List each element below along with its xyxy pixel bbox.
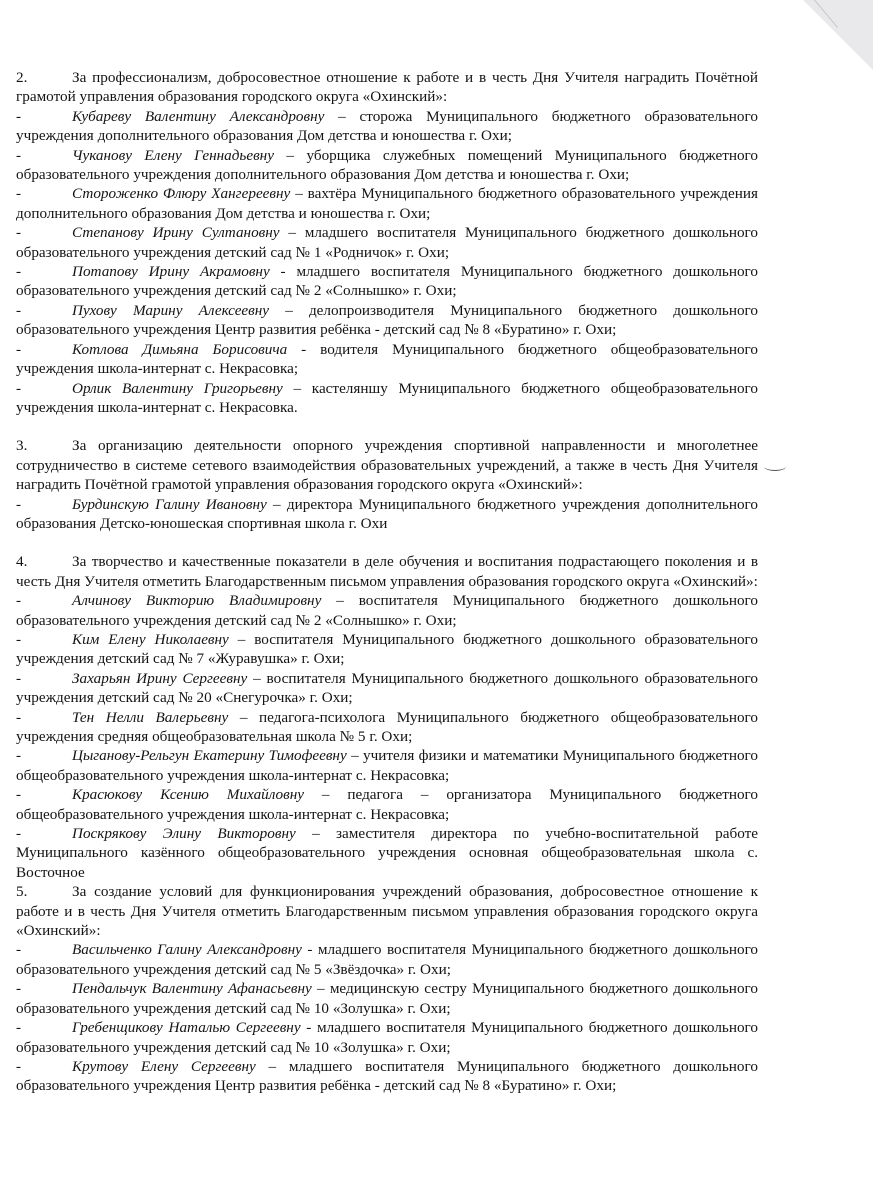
- section-intro: За творчество и качественные показатели в деле обучения и воспитания подрастающего поколения и в честь Дня Учителя отметить Благодарственным письмом управления образования городского округа «Охинский»:: [16, 553, 758, 590]
- person-name: Гребенщикову Наталью Сергеевну: [72, 1019, 301, 1037]
- list-item: - Пендальчук Валентину Афанасьевну – медицинскую сестру Муниципального бюджетного дошкольного образовательного учреждения детский сад № 10 «Золушка» г. Охи;: [16, 980, 758, 1017]
- person-name: Бурдинскую Галину Ивановну: [72, 495, 267, 513]
- person-desc: – педагога – организатора Муниципального бюджетного общеобразовательного учреждения школа-интернат с. Некрасовка;: [16, 786, 758, 823]
- person-name: Пендальчук Валентину Афанасьевну: [72, 980, 312, 998]
- list-item: - Алчинову Викторию Владимировну – воспитателя Муниципального бюджетного дошкольного образовательного учреждения детский сад № 2 «Солнышко» г. Охи;: [16, 592, 759, 629]
- list-item: - Поскрякову Элину Викторовну – заместителя директора по учебно-воспитательной работе Муниципального казённого общеобразовательного учреждения основная общеобразовательная школа с. Восточное: [16, 825, 759, 881]
- person-desc: – учителя физики и математики Муниципального бюджетного общеобразовательного учреждения школа-интернат с. Некрасовка;: [16, 747, 758, 784]
- list-item: - Степанову Ирину Султановну – младшего воспитателя Муниципального бюджетного дошкольного образовательного учреждения детский сад № 1 «Родничок» г. Охи;: [16, 224, 758, 261]
- section-3: [16, 436, 758, 533]
- list-item: - Цыганову-Рельгун Екатерину Тимофеевну – учителя физики и математики Муниципального бюджетного общеобразовательного учреждения школа-интернат с. Некрасовка;: [16, 747, 758, 784]
- person-desc: – педагога-психолога Муниципального бюджетного общеобразовательного учреждения средняя общеобразовательная школа № 5 г. Охи;: [16, 708, 758, 745]
- list-item: - Стороженко Флюру Хангереевну – вахтёра Муниципального бюджетного образовательного учреждения дополнительного образования Дом детства и юношества г. Охи;: [16, 185, 758, 222]
- section-5: [16, 882, 758, 1095]
- person-desc: – младшего воспитателя Муниципального бюджетного дошкольного образовательного учреждения Центр развития ребёнка - детский сад № 8 «Буратино» г. Охи;: [16, 1057, 758, 1095]
- person-desc: – уборщика служебных помещений Муниципального бюджетного образовательного учреждения дополнительного образования Дом детства и юношества г. Охи;: [16, 146, 759, 184]
- person-name: Крутову Елену Сергеевну: [72, 1057, 256, 1075]
- section-4: [16, 552, 758, 882]
- person-desc: – младшего воспитателя Муниципального бюджетного дошкольного образовательного учреждения детский сад № 1 «Родничок» г. Охи;: [16, 224, 758, 261]
- pen-mark: [764, 462, 786, 471]
- person-name: Тен Нелли Валерьевну: [72, 708, 229, 726]
- person-name: Поскрякову Элину Викторовну: [72, 825, 296, 843]
- person-name: Захарьян Ирину Сергеевну: [72, 669, 248, 687]
- person-desc: - младшего воспитателя Муниципального бюджетного дошкольного образовательного учреждения детский сад № 2 «Солнышко» г. Охи;: [16, 263, 758, 300]
- person-name: Орлик Валентину Григорьевну: [72, 379, 283, 397]
- section-intro: За создание условий для функционирования учреждений образования, добросовестное отношение к работе и в честь Дня Учителя отметить Благодарственным письмом управления образования городского округа «Охинский»:: [16, 883, 758, 940]
- person-desc: – воспитателя Муниципального бюджетного дошкольного образовательного учреждения детский сад № 20 «Снегурочка» г. Охи;: [16, 669, 759, 707]
- person-desc: – кастеляншу Муниципального бюджетного общеобразовательного учреждения школа-интернат с. Некрасовка.: [16, 379, 758, 416]
- section-number: 5.: [16, 883, 28, 901]
- list-item: - Ким Елену Николаевну – воспитателя Муниципального бюджетного дошкольного образовательного учреждения детский сад № 7 «Журавушка» г. Охи;: [16, 630, 758, 668]
- person-desc: – заместителя директора по учебно-воспитательной работе Муниципального казённого общеобразовательного учреждения основная общеобразовательная школа с. Восточное: [16, 825, 759, 881]
- folded-corner: [803, 0, 873, 70]
- person-name: Алчинову Викторию Владимировну: [72, 592, 322, 610]
- section-intro: За профессионализм, добросовестное отношение к работе и в честь Дня Учителя наградить Почётной грамотой управления образования городского округа «Охинский»:: [16, 69, 758, 106]
- paragraph-gap: [16, 533, 758, 552]
- list-item: - Пухову Марину Алексеевну – делопроизводителя Муниципального бюджетного дошкольного образовательного учреждения Центр развития ребёнка - детский сад № 8 «Буратино» г. Охи;: [16, 301, 758, 339]
- person-name: Цыганову-Рельгун Екатерину Тимофеевну: [72, 747, 347, 765]
- person-desc: – сторожа Муниципального бюджетного образовательного учреждения дополнительного образования Дом детства и юношества г. Охи;: [16, 107, 758, 145]
- list-item: - Крутову Елену Сергеевну – младшего воспитателя Муниципального бюджетного дошкольного образовательного учреждения Центр развития ребёнка - детский сад № 8 «Буратино» г. Охи;: [16, 1057, 758, 1095]
- person-desc: – воспитателя Муниципального бюджетного дошкольного образовательного учреждения детский сад № 2 «Солнышко» г. Охи;: [16, 592, 759, 629]
- person-name: Котлова Димьяна Борисовича: [72, 340, 288, 358]
- person-desc: - младшего воспитателя Муниципального бюджетного дошкольного образовательного учреждения детский сад № 10 «Золушка» г. Охи;: [16, 1019, 758, 1056]
- section-2: [16, 68, 758, 417]
- section-intro: За организацию деятельности опорного учреждения спортивной направленности и многолетнее сотрудничество в системе сетевого взаимодействия образовательных учреждений, а также в честь Дня Учителя наградить Почётной грамотой управления образования городского округа «Охинский»:: [16, 437, 758, 494]
- list-item: - Потапову Ирину Акрамовну - младшего воспитателя Муниципального бюджетного дошкольного образовательного учреждения детский сад № 2 «Солнышко» г. Охи;: [16, 263, 758, 300]
- list-item: - Бурдинскую Галину Ивановну – директора Муниципального бюджетного учреждения дополнительного образования Детско-юношеская спортивная школа г. Охи: [16, 495, 758, 532]
- document-page: [16, 68, 758, 1096]
- person-desc: – директора Муниципального бюджетного учреждения дополнительного образования Детско-юношеская спортивная школа г. Охи: [16, 495, 758, 532]
- person-name: Пухову Марину Алексеевну: [72, 301, 270, 319]
- list-item: - Кубареву Валентину Александровну – сторожа Муниципального бюджетного образовательного учреждения дополнительного образования Дом детства и юношества г. Охи;: [16, 107, 758, 145]
- person-desc: – вахтёра Муниципального бюджетного образовательного учреждения дополнительного образования Дом детства и юношества г. Охи;: [16, 185, 758, 222]
- person-name: Стороженко Флюру Хангереевну: [72, 185, 291, 203]
- person-desc: – медицинскую сестру Муниципального бюджетного дошкольного образовательного учреждения детский сад № 10 «Золушка» г. Охи;: [16, 980, 758, 1017]
- section-number: 2.: [16, 69, 28, 86]
- list-item: - Чуканову Елену Геннадьевну – уборщика служебных помещений Муниципального бюджетного образовательного учреждения дополнительного образования Дом детства и юношества г. Охи;: [16, 146, 759, 184]
- person-name: Чуканову Елену Геннадьевну: [72, 146, 274, 164]
- person-name: Кубареву Валентину Александровну: [72, 107, 325, 125]
- list-item: - Красюкову Ксению Михайловну – педагога – организатора Муниципального бюджетного общеобразовательного учреждения школа-интернат с. Некрасовка;: [16, 786, 758, 823]
- person-name: Васильченко Галину Александровну: [72, 941, 302, 959]
- person-name: Степанову Ирину Султановну: [72, 224, 280, 242]
- person-name: Потапову Ирину Акрамовну: [72, 263, 270, 281]
- person-desc: – делопроизводителя Муниципального бюджетного дошкольного образовательного учреждения Центр развития ребёнка - детский сад № 8 «Буратино» г. Охи;: [16, 301, 758, 339]
- list-item: - Тен Нелли Валерьевну – педагога-психолога Муниципального бюджетного общеобразовательного учреждения средняя общеобразовательная школа № 5 г. Охи;: [16, 708, 758, 745]
- person-desc: – воспитателя Муниципального бюджетного дошкольного образовательного учреждения детский сад № 7 «Журавушка» г. Охи;: [16, 630, 758, 668]
- person-desc: - младшего воспитателя Муниципального бюджетного дошкольного образовательного учреждения детский сад № 5 «Звёздочка» г. Охи;: [16, 941, 759, 978]
- person-name: Красюкову Ксению Михайловну: [72, 786, 305, 804]
- list-item: - Котлова Димьяна Борисовича - водителя Муниципального бюджетного общеобразовательного учреждения школа-интернат с. Некрасовка;: [16, 340, 758, 378]
- list-item: - Васильченко Галину Александровну - младшего воспитателя Муниципального бюджетного дошкольного образовательного учреждения детский сад № 5 «Звёздочка» г. Охи;: [16, 941, 759, 978]
- section-number: 4.: [16, 553, 28, 571]
- person-name: Ким Елену Николаевну: [72, 630, 229, 648]
- list-item: - Захарьян Ирину Сергеевну – воспитателя Муниципального бюджетного дошкольного образовательного учреждения детский сад № 20 «Снегурочка» г. Охи;: [16, 669, 759, 707]
- list-item: - Гребенщикову Наталью Сергеевну - младшего воспитателя Муниципального бюджетного дошкольного образовательного учреждения детский сад № 10 «Золушка» г. Охи;: [16, 1019, 758, 1056]
- section-number: 3.: [16, 437, 28, 455]
- person-desc: - водителя Муниципального бюджетного общеобразовательного учреждения школа-интернат с. Некрасовка;: [16, 340, 758, 378]
- list-item: - Орлик Валентину Григорьевну – кастеляншу Муниципального бюджетного общеобразовательного учреждения школа-интернат с. Некрасовка.: [16, 379, 758, 416]
- paragraph-gap: [16, 417, 758, 436]
